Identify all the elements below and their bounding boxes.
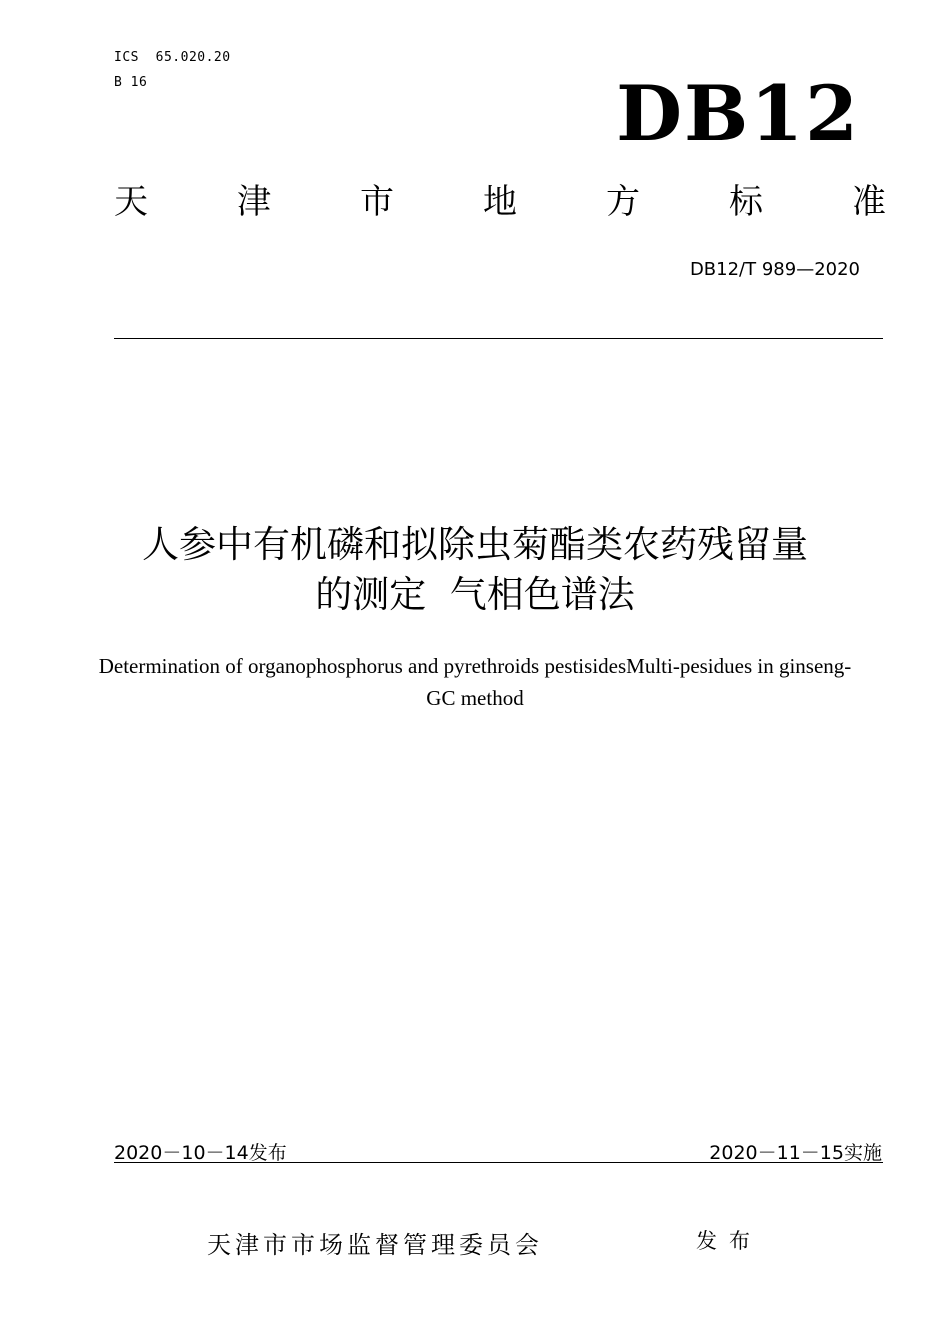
implementation-date: 2020－11－15实施	[709, 1142, 882, 1164]
standard-type-char: 地	[483, 182, 517, 222]
issue-date: 2020－10－14发布	[114, 1142, 287, 1164]
standard-type-char: 方	[606, 182, 640, 222]
chinese-title-line-2: 的测定 气相色谱法	[315, 573, 635, 616]
top-divider	[114, 338, 883, 339]
standard-type-char: 标	[729, 182, 763, 222]
standard-type-heading	[114, 182, 886, 222]
standard-type-char: 市	[360, 182, 394, 222]
standard-type-char: 准	[852, 182, 886, 222]
standard-type-char: 津	[237, 182, 271, 222]
bottom-divider	[114, 1162, 883, 1163]
chinese-title	[0, 520, 950, 620]
english-title: Determination of organophosphorus and pyrethroids pestisidesMulti-pesidues in ginseng-GC method	[98, 654, 852, 710]
ics-code: ICS 65.020.20	[114, 50, 231, 65]
chinese-title-line-1: 人参中有机磷和拟除虫菊酯类农药残留量	[142, 523, 808, 566]
publisher-name: 天津市市场监督管理委员会	[207, 1231, 543, 1259]
publish-label: 发布	[696, 1229, 762, 1253]
standard-type-char: 天	[114, 182, 148, 222]
db12-logo: DB12	[616, 69, 860, 158]
standard-number: DB12/T 989—2020	[689, 259, 860, 280]
classification-code: B 16	[114, 75, 148, 90]
